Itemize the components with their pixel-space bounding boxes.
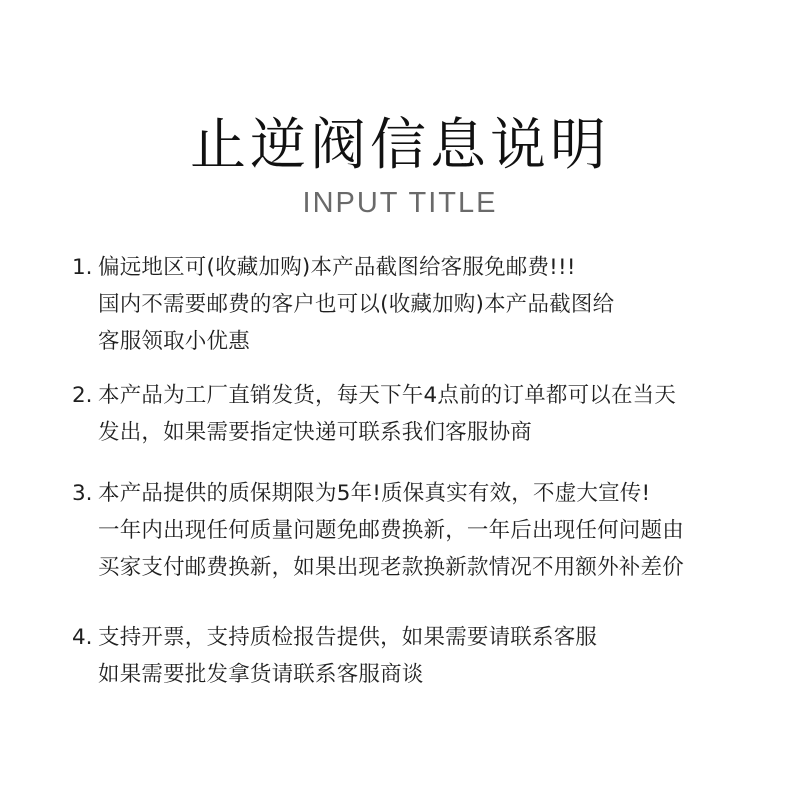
item-line: 偏远地区可(收藏加购)本产品截图给客服免邮费!!! bbox=[98, 255, 576, 280]
item-line: 如果需要批发拿货请联系客服商谈 bbox=[98, 662, 424, 687]
item-line: 国内不需要邮费的客户也可以(收藏加购)本产品截图给 bbox=[98, 292, 615, 317]
page-title: 止逆阀信息说明 bbox=[190, 113, 610, 178]
item-number: 2. bbox=[72, 383, 93, 408]
item-line: 客服领取小优惠 bbox=[98, 329, 250, 354]
item-line: 发出，如果需要指定快递可联系我们客服协商 bbox=[98, 420, 533, 445]
info-item-2 bbox=[72, 378, 788, 451]
page-subtitle: INPUT TITLE bbox=[302, 187, 498, 219]
item-number: 4. bbox=[72, 625, 93, 650]
item-line: 买家支付邮费换新，如果出现老款换新款情况不用额外补差价 bbox=[98, 555, 684, 580]
info-item-3 bbox=[72, 476, 788, 586]
info-item-1 bbox=[72, 250, 788, 360]
item-line: 支持开票，支持质检报告提供，如果需要请联系客服 bbox=[98, 625, 598, 650]
item-line: 本产品为工厂直销发货，每天下午4点前的订单都可以在当天 bbox=[98, 383, 677, 408]
item-line: 一年内出现任何质量问题免邮费换新，一年后出现任何问题由 bbox=[98, 518, 684, 543]
item-number: 1. bbox=[72, 255, 93, 280]
info-item-4 bbox=[72, 620, 788, 693]
item-number: 3. bbox=[72, 481, 93, 506]
item-line: 本产品提供的质保期限为5年!质保真实有效，不虚大宣传! bbox=[98, 481, 651, 506]
